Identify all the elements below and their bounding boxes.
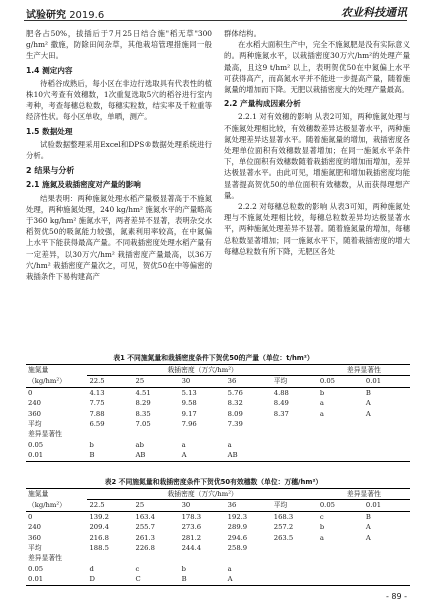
table-row [26,450,410,461]
paragraph: 群体结构。 [224,29,261,38]
section-heading: 1.4 测定内容 [26,65,73,75]
table-cell: a [319,399,324,408]
table-cell: c [135,564,140,573]
header-rule [24,20,407,21]
table-cell: AB [134,450,180,461]
table-row [26,553,410,563]
table-cell: 163.4 [135,512,155,521]
journal-section [26,6,104,21]
paragraph: 结果表明：两种施氮处理水稻产量极显著高于不施氮处理，两种施氮处理，240 kg/hm² 施氮水平的产量略高于360 kg/hm² 施氮水平，两者差异不显著，表明杂交水稻贺优50的吸氮能力较强，氮素利用率较高，在中氮偏上水平下能获得最高产量。不同栽插密度处理水稻产量有一定差异，以30万穴/hm² 栽插密度产量最高，以36万穴/hm² 栽插密度产量次之，可见，贺优50在中等偏密的栽插条件下易构建高产 [26,193,212,282]
table-cell: 8.29 [135,399,151,408]
table-cell: 0.01 [26,574,87,585]
table-cell: 8.49 [273,399,289,408]
table-cell: 9.17 [181,409,197,418]
table-cell: B [87,450,133,461]
table-cell: C [134,574,180,585]
table2 [26,488,410,586]
table-cell: 257.2 [273,523,294,532]
table-cell: 0 [28,388,33,397]
table-cell: 209.4 [89,523,109,532]
paragraph: 试验数据整理采用Excel和DPS®数据处理系统进行分析。 [26,139,212,161]
section-heading: 1.5 数据处理 [26,126,73,136]
page-header [0,0,427,24]
table-cell: ab [135,440,144,449]
header-cell: 0.05 [318,376,364,387]
table-cell: 5.13 [181,388,197,397]
table-cell: 差异显著性 [28,430,62,439]
table-cell: 244.4 [181,544,202,553]
table1 [26,364,410,462]
table-cell: 188.5 [89,544,109,553]
table-cell: 0.05 [28,564,44,573]
table-cell: d [89,564,94,573]
journal-brand-logo: 农业科技通讯 [341,6,407,19]
header-cell: 差异显著性 [318,489,410,500]
table-cell: 226.8 [135,544,155,553]
header-cell: （kg/hm²） [26,500,87,511]
table-cell: b [89,440,94,449]
table-cell: 7.05 [135,420,151,429]
table-cell: 8.09 [227,409,243,418]
table-cell: a [319,533,324,542]
table-cell: 8.32 [227,399,243,408]
table-cell: 7.75 [89,399,105,408]
table-cell: 240 [28,523,41,532]
table-cell: b [181,564,186,573]
table-cell: 294.6 [227,533,248,542]
header-cell: 30 [180,376,226,387]
table-cell: 168.3 [273,512,294,521]
table-cell: 139.2 [89,512,109,521]
paragraph: 在水稻大面积生产中，完全不施氮肥是没有实际意义的。两种施氮水平，以栽插密度30万穴/hm²的处理产量最高，且这9 t/hm² 以上，表明贺优50在中氮偏上水平可获得高产，而高氮水平并不能进一步提高产量，随着施氮量的增加而下降。无肥以栽插密度大的处理产量最高。 [224,40,410,95]
header-cell: （kg/hm²） [26,376,87,387]
table-cell: 273.6 [181,523,202,532]
table-row [26,440,410,450]
header-cell: 0.05 [318,500,364,511]
table-row [26,564,410,574]
table-row [26,398,410,408]
left-column [26,28,212,282]
table-cell: B [180,574,226,585]
table-cell: A [365,399,371,408]
table-cell: 0 [28,512,33,521]
table-cell: 8.37 [273,409,289,418]
table-row [26,543,410,553]
paragraph: 2.2.1 对有效穗的影响 从表2可知，两种施氮处理与不施氮处理相比较，有效穗数差异达极显著水平，两种施氮处理差异达显著水平。随着施氮量的增加，栽插密度各处理单位面积有效穗数显著增加；在同一施氮水平条件下，单位面积有效穗数随着栽插密度的增加而增加，差异达极显著水平。由此可见，增施氮肥和增加栽插密度均能显著提高贺优50的单位面积有效穗数，从而获得理想产量。 [224,112,410,200]
table-cell: a [319,409,324,418]
journal-year: 2019.6 [69,10,105,21]
table-cell: A [180,450,226,461]
table-cell: a [227,440,232,449]
table-cell: c [319,512,324,521]
header-cell: 25 [134,376,180,387]
table-cell: 360 [28,533,41,542]
table-cell: 平均 [28,420,42,429]
header-cell: 差异显著性 [318,365,410,376]
table-cell: 261.3 [135,533,155,542]
header-cell: 0.01 [364,376,410,387]
table-cell: 7.96 [181,420,197,429]
table-cell: 9.58 [181,399,197,408]
header-cell: 平均 [272,500,318,511]
paragraph: 肥各占50%，拔插后于7月25日结合施"稻无草"300 g/hm² 撒施，防除田间杂草，其他栽培管理措施同一般生产大田。 [26,29,212,61]
table-cell: 263.5 [273,533,294,542]
table-row [26,574,410,585]
table-cell: A [365,533,371,542]
table-cell: AB [226,450,272,461]
table-row [26,387,410,398]
table-cell: 平均 [28,544,42,553]
header-cell: 36 [226,500,272,511]
header-cell: 22.5 [87,500,133,511]
table-row [26,533,410,543]
table-cell: 0.05 [28,440,44,449]
table-cell: 5.76 [227,388,243,397]
table-cell: 8.35 [135,409,151,418]
header-cell: 栽插密度（万穴/hm²） [87,365,317,376]
table-row [26,511,410,522]
paragraph: 待稻谷成熟后，每小区在非边行选取具有代表性的植株10穴考查有效穗数，1次重复选取5穴的稻谷进行室内考种，考查每穗总粒数，每穗实粒数，结实率及千粒重等经济性状。每小区单收，单晒，测产。 [26,78,212,122]
page-number: - 89 - [385,592,407,601]
table-cell: 258.9 [227,544,248,553]
table-row [26,419,410,429]
table-cell: 178.3 [181,512,202,521]
table-cell: 7.88 [89,409,105,418]
table-cell: 216.8 [89,533,109,542]
table2-caption: 表2 不同施氮量和栽插密度条件下贺优50有效穗数（单位：万穗/hm²） [104,478,323,486]
paragraph: 2.2.2 对每穗总粒数的影响 从表3可知，两种施氮处理与不施氮处理相比较，每穗总粒数差异均达极显著水平，两种施氮处理差异不显著。随着施氮量的增加，每穗总粒数显著增加；同一施氮水平下，随着栽插密度的增大每穗总粒数有所下降，无肥区各处 [224,202,410,256]
table-row [26,429,410,439]
table-cell: 6.59 [89,420,105,429]
table-cell: 4.88 [273,388,289,397]
header-cell: 0.01 [364,500,410,511]
section-heading: 2.2 产量构成因素分析 [224,99,301,109]
table1-caption: 表1 不同施氮量和栽插密度条件下贺优50的产量（单位：t/hm²） [113,354,314,362]
table-cell: B [365,512,371,521]
header-cell: 栽插密度（万穴/hm²） [87,489,317,500]
table-cell: 240 [28,399,41,408]
table-cell: 4.51 [135,388,151,397]
section-heading: 2.1 施氮及栽插密度对产量的影响 [26,180,141,190]
header-cell: 25 [134,500,180,511]
table-cell: a [227,564,232,573]
header-cell: 36 [226,376,272,387]
table-cell: B [365,388,371,397]
table-cell: 255.7 [135,523,155,532]
table-row [26,409,410,419]
table-cell: 360 [28,409,41,418]
table-cell: 4.13 [89,388,105,397]
header-cell: 施氮量 [26,489,87,500]
table-cell: D [87,574,133,585]
table-cell: 差异显著性 [28,554,62,563]
table-cell: a [181,440,186,449]
table-cell: 0.01 [26,450,87,461]
journal-section-name: 试验研究 [26,10,66,21]
table-cell: b [319,523,325,532]
header-cell: 22.5 [87,376,133,387]
table-cell: A [365,523,371,532]
table-cell: 7.39 [227,420,243,429]
header-cell: 30 [180,500,226,511]
table-cell: 289.9 [227,523,248,532]
header-cell: 平均 [272,376,318,387]
section-heading: 2 结果与分析 [26,166,75,176]
table-cell: 192.3 [227,512,248,521]
table-row [26,522,410,532]
table-cell: b [319,388,325,397]
table-cell: A [365,409,371,418]
header-cell: 施氮量 [26,365,87,376]
right-column [224,28,410,257]
table-cell: 281.2 [181,533,202,542]
table-cell: A [226,574,272,585]
